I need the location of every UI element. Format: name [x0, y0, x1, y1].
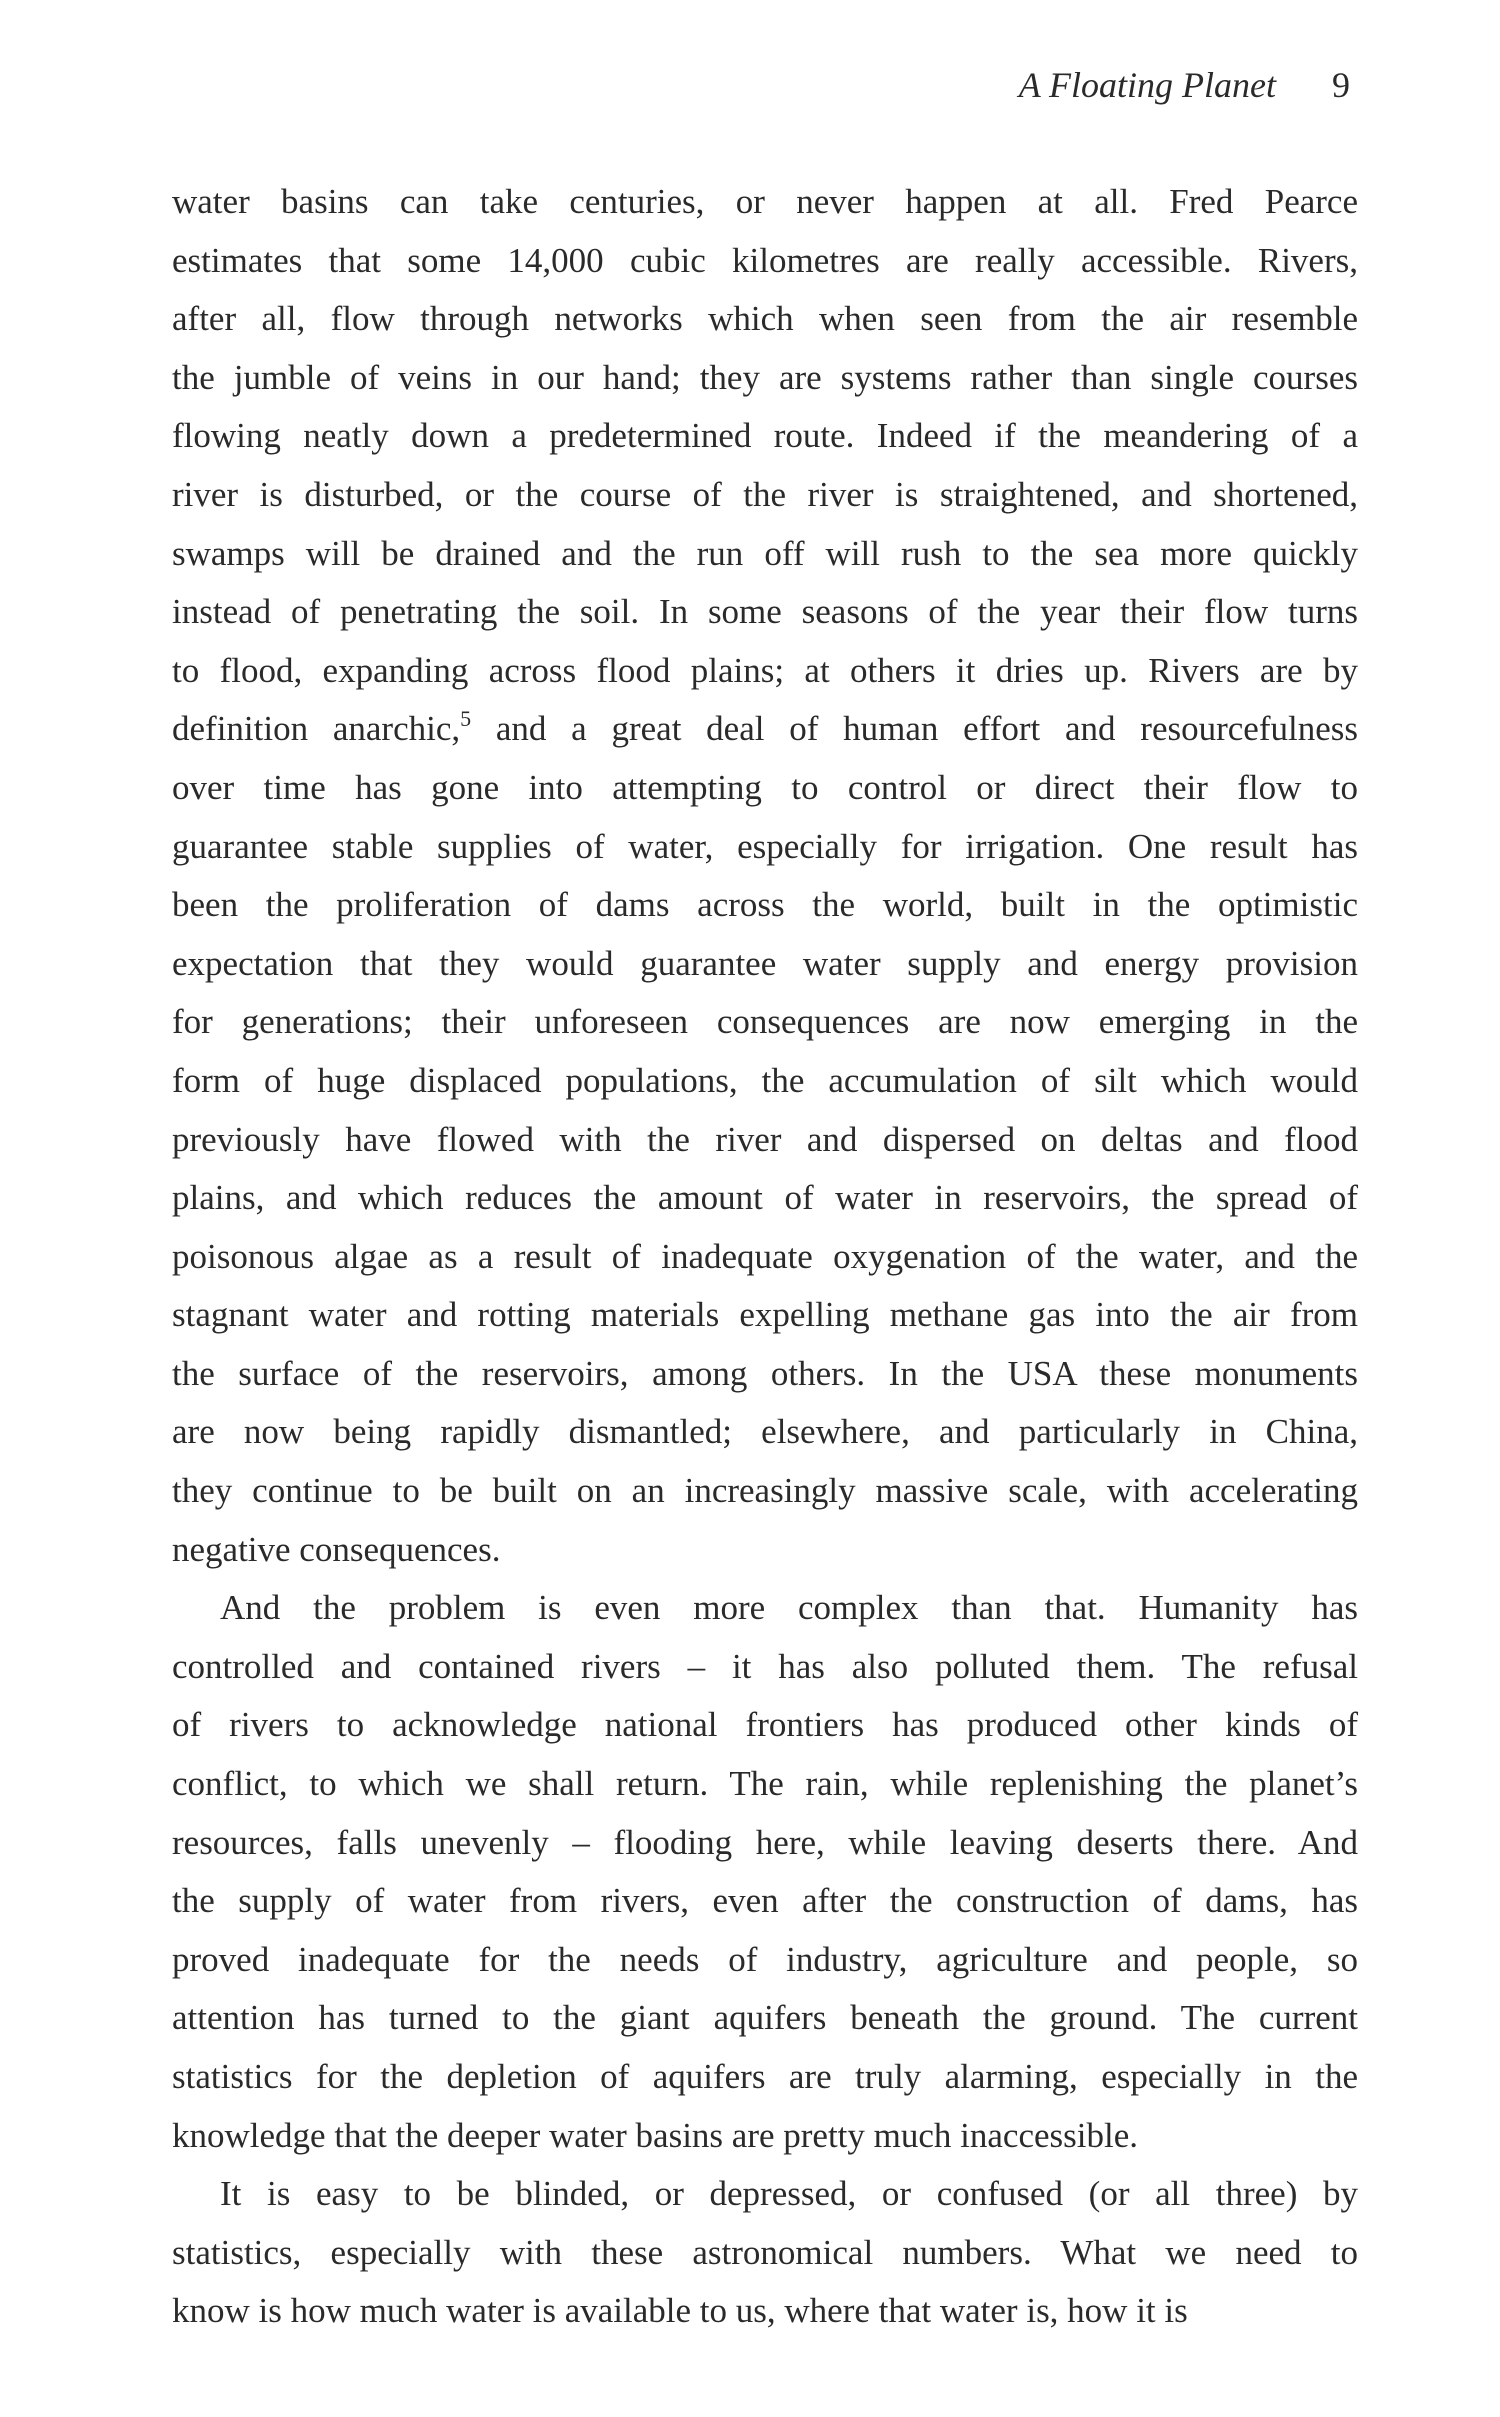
text-line: the surface of the reservoirs, among others. In the USA these monuments [172, 1353, 1358, 1393]
running-head [170, 64, 1350, 114]
text-line: controlled and contained rivers – it has also polluted them. The refusal [172, 1646, 1358, 1686]
text-line: water basins can take centuries, or never happen at all. Fred Pearce [172, 182, 1358, 221]
paragraph [172, 173, 1358, 1579]
text-line: swamps will be drained and the run off will rush to the sea more quickly [172, 533, 1358, 573]
text-line: been the proliferation of dams across the world, built in the optimistic [172, 885, 1358, 925]
page-number: 9 [1332, 65, 1350, 105]
text-line: after all, flow through networks which when seen from the air resemble [172, 299, 1358, 339]
text-line: poisonous algae as a result of inadequate oxygenation of the water, and the [172, 1236, 1358, 1276]
text-line: of rivers to acknowledge national frontiers has produced other kinds of [172, 1705, 1358, 1745]
text-line: know is how much water is available to us, where that water is, how it is [172, 2291, 1188, 2331]
text-line: previously have flowed with the river and dispersed on deltas and flood [172, 1119, 1358, 1159]
text-line: conflict, to which we shall return. The rain, while replenishing the planet’s [172, 1764, 1358, 1804]
text-line: they continue to be built on an increasingly massive scale, with accelerating [172, 1471, 1358, 1511]
line-text-after: and a great deal of human effort and resourcefulness [471, 709, 1359, 749]
footnote-marker[interactable]: 5 [460, 706, 472, 732]
text-line: form of huge displaced populations, the accumulation of silt which would [172, 1060, 1358, 1100]
text-line: proved inadequate for the needs of industry, agriculture and people, so [172, 1939, 1358, 1979]
text-line [172, 700, 1358, 759]
text-line: the jumble of veins in our hand; they are systems rather than single courses [172, 357, 1358, 397]
text-line: stagnant water and rotting materials expelling methane gas into the air from [172, 1295, 1358, 1335]
text-line: are now being rapidly dismantled; elsewhere, and particularly in China, [172, 1412, 1358, 1452]
text-line: over time has gone into attempting to control or direct their flow to [172, 767, 1358, 807]
paragraph [172, 2165, 1358, 2341]
text-line: negative consequences. [172, 1529, 501, 1569]
text-line: guarantee stable supplies of water, especially for irrigation. One result has [172, 826, 1358, 866]
text-line: statistics, especially with these astronomical numbers. What we need to [172, 2232, 1358, 2272]
text-line: plains, and which reduces the amount of water in reservoirs, the spread of [172, 1178, 1358, 1218]
line-text-before: definition anarchic, [172, 709, 461, 749]
text-line: resources, falls unevenly – flooding here, while leaving deserts there. And [172, 1822, 1358, 1862]
running-head-title: A Floating Planet [1018, 65, 1276, 105]
text-line: knowledge that the deeper water basins are pretty much inaccessible. [172, 2115, 1139, 2155]
text-line: estimates that some 14,000 cubic kilometres are really accessible. Rivers, [172, 240, 1358, 280]
text-line: flowing neatly down a predetermined route. Indeed if the meandering of a [172, 416, 1358, 456]
text-line: attention has turned to the giant aquifers beneath the ground. The current [172, 1998, 1358, 2038]
text-line: expectation that they would guarantee water supply and energy provision [172, 943, 1358, 983]
text-line: It is easy to be blinded, or depressed, or confused (or all three) by [220, 2174, 1358, 2214]
text-line: instead of penetrating the soil. In some seasons of the year their flow turns [172, 592, 1358, 632]
text-line: the supply of water from rivers, even after the construction of dams, has [172, 1881, 1358, 1921]
text-line: And the problem is even more complex than that. Humanity has [220, 1588, 1358, 1628]
text-line: to flood, expanding across flood plains; at others it dries up. Rivers are by [172, 650, 1358, 690]
page-body [172, 173, 1358, 2341]
text-line: river is disturbed, or the course of the river is straightened, and shortened, [172, 474, 1358, 514]
text-line: for generations; their unforeseen consequences are now emerging in the [172, 1002, 1358, 1042]
text-line: statistics for the depletion of aquifers are truly alarming, especially in the [172, 2057, 1358, 2096]
paragraph [172, 1579, 1358, 2165]
